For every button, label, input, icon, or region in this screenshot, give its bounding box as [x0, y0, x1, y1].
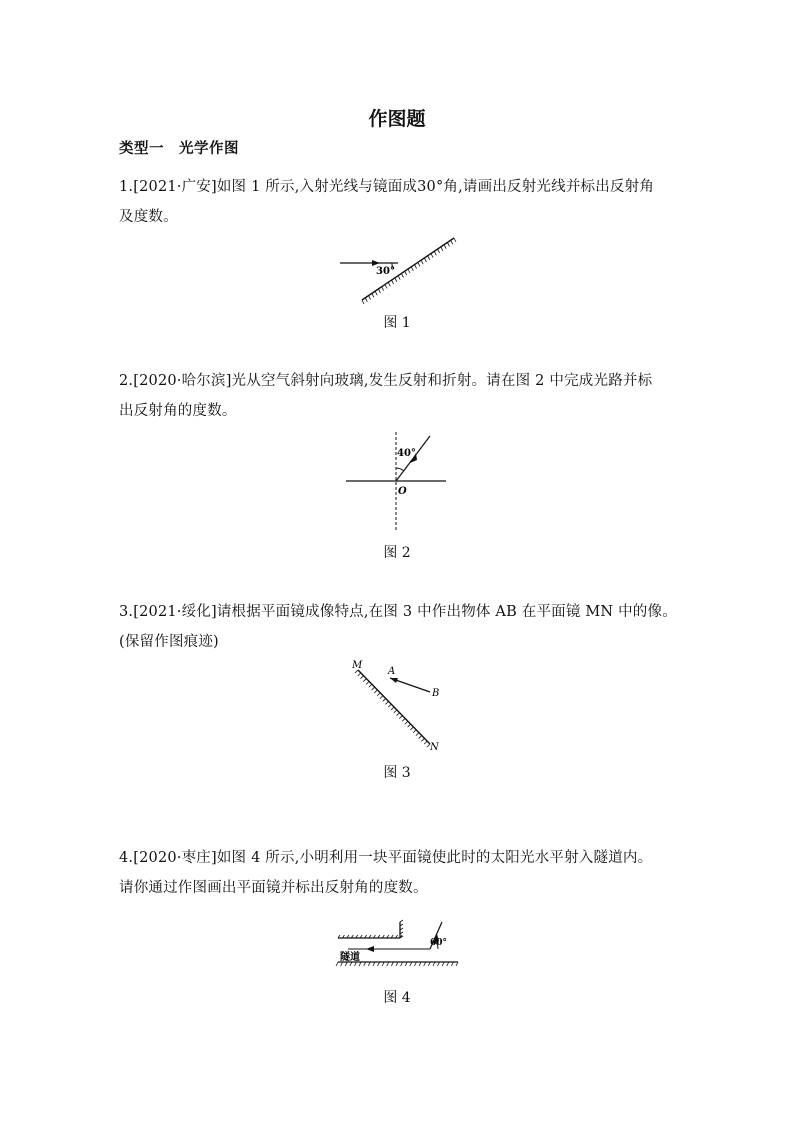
question-2-line-2: 出反射角的度数。 — [119, 403, 237, 419]
figure-1-caption: 图 1 — [383, 315, 411, 331]
hatch-mark — [424, 741, 427, 744]
label-n: N — [430, 742, 439, 753]
figure-3-caption: 图 3 — [383, 765, 411, 781]
hatch-mark — [402, 718, 405, 721]
hatch-mark — [374, 690, 377, 693]
hatch-mark — [419, 735, 422, 738]
hatch-mark — [400, 920, 403, 922]
label-m: M — [352, 660, 363, 671]
point-o-label: O — [398, 486, 407, 497]
angle-label: 40° — [397, 448, 416, 459]
hatch-mark — [363, 679, 366, 682]
section-heading: 类型一 光学作图 — [119, 141, 239, 157]
hatch-mark — [385, 701, 388, 704]
hatch-mark — [383, 698, 386, 701]
hatch-mark — [408, 269, 410, 273]
figure-1-diagram — [336, 232, 460, 304]
hatch-mark — [378, 289, 380, 293]
hatch-mark — [398, 276, 400, 280]
hatch-mark — [394, 710, 397, 713]
label-a: A — [388, 666, 396, 677]
hatch-mark — [410, 727, 413, 730]
plane-mirror-mn — [355, 670, 430, 747]
hatch-mark — [399, 716, 402, 719]
hatch-mark — [411, 267, 413, 271]
angle-label: 30° — [376, 266, 395, 277]
hatch-mark — [418, 262, 420, 266]
question-4-line-2: 请你通过作图画出平面镜并标出反射角的度数。 — [119, 880, 428, 896]
hatch-mark — [405, 721, 408, 724]
question-1-line-1: 1.[2021·广安]如图 1 所示,入射光线与镜面成30°角,请画出反射光线并标出反射角 — [119, 179, 655, 195]
hatch-mark — [428, 256, 430, 260]
figure-2-caption: 图 2 — [383, 545, 411, 561]
hatch-mark — [444, 245, 446, 249]
hatch-mark — [372, 687, 375, 690]
angle-arc — [396, 468, 404, 471]
question-4-line-1: 4.[2020·枣庄]如图 4 所示,小明利用一块平面镜使此时的太阳光水平射入隧道内。 — [119, 850, 653, 866]
figure-4-diagram — [334, 918, 462, 972]
hatch-mark — [369, 684, 372, 687]
hatch-mark — [438, 249, 440, 253]
hatch-mark — [397, 713, 400, 716]
hatch-mark — [391, 707, 394, 710]
question-3-text — [119, 597, 679, 657]
hatch-mark — [362, 300, 364, 304]
hatch-mark — [415, 265, 417, 269]
angle-label: 60° — [430, 938, 448, 948]
question-1-line-2: 及度数。 — [119, 209, 178, 225]
page-title: 作图题 — [368, 108, 426, 130]
hatch-mark — [375, 291, 377, 295]
hatch-mark — [424, 258, 426, 262]
arrow-head — [390, 678, 398, 683]
question-1-text — [119, 172, 679, 232]
hatch-mark — [447, 242, 449, 246]
figure-2-diagram — [344, 430, 448, 534]
hatch-mark — [369, 296, 371, 300]
hatch-mark — [385, 285, 387, 289]
hatch-mark — [401, 273, 403, 277]
hatch-mark — [361, 676, 364, 679]
arrow-head — [366, 946, 374, 952]
hatch-mark — [365, 298, 367, 302]
hatch-mark — [395, 278, 397, 282]
hatch-mark — [421, 260, 423, 264]
tunnel-label: 隧道 — [340, 952, 360, 963]
hatch-mark — [372, 293, 374, 297]
hatch-mark — [336, 962, 338, 966]
question-2-line-1: 2.[2020·哈尔滨]光从空气斜射向玻璃,发生反射和折射。请在图 2 中完成光路并标 — [119, 373, 653, 389]
hatch-mark — [434, 251, 436, 255]
hatch-mark — [358, 673, 361, 676]
hatch-mark — [451, 240, 453, 244]
question-3-line-2: (保留作图痕迹) — [119, 634, 219, 650]
figure-4-caption: 图 4 — [383, 990, 411, 1006]
hatch-mark — [413, 730, 416, 733]
hatch-mark — [416, 733, 419, 736]
label-b: B — [432, 688, 440, 699]
hatch-mark — [421, 738, 424, 741]
hatch-mark — [431, 254, 433, 258]
hatch-mark — [454, 238, 456, 242]
hatch-mark — [392, 280, 394, 284]
hatch-mark — [441, 247, 443, 251]
hatch-mark — [388, 704, 391, 707]
hatch-mark — [382, 287, 384, 291]
hatch-mark — [388, 282, 390, 286]
hatch-mark — [366, 681, 369, 684]
hatch-mark — [408, 724, 411, 727]
hatch-mark — [405, 271, 407, 275]
question-4-text — [119, 843, 679, 903]
hatch-mark — [377, 693, 380, 696]
question-3-line-1: 3.[2021·绥化]请根据平面镜成像特点,在图 3 中作出物体 AB 在平面镜 MN 中的像。 — [119, 604, 677, 620]
figure-3-diagram — [348, 656, 448, 754]
question-2-text — [119, 366, 679, 426]
hatch-mark — [380, 696, 383, 699]
